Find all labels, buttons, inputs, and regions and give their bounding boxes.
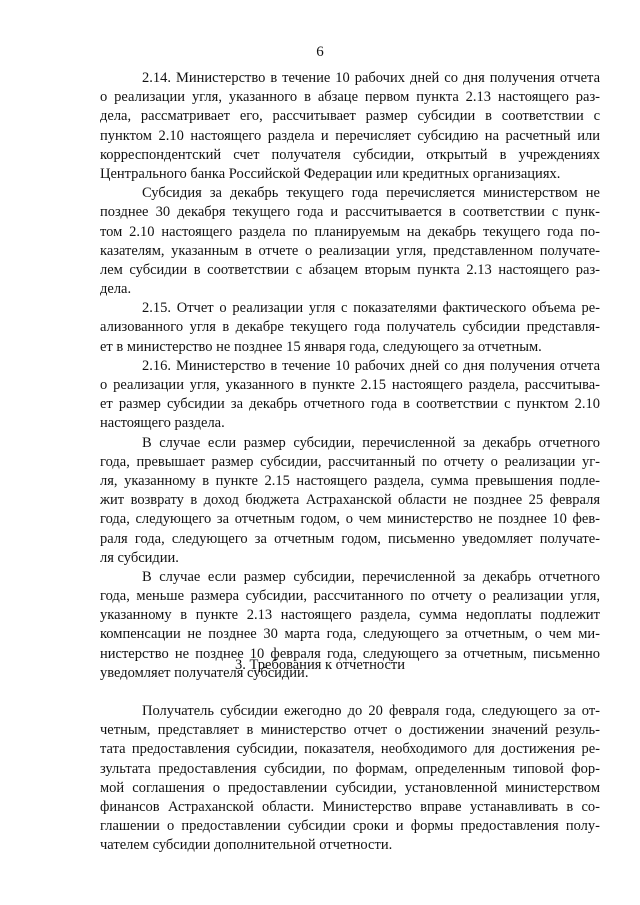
text-line: В случае если размер субсидии, перечисленной за декабрь отчетного <box>142 434 600 451</box>
text-line: года, следующего за отчетным годом, о чем министерство не позднее 10 фев- <box>100 511 600 528</box>
text-line: 2.16. Министерство в течение 10 рабочих дней со дня получения отчета <box>142 357 600 374</box>
text-line: 2.14. Министерство в течение 10 рабочих дней со дня получения отчета <box>142 70 600 86</box>
text-line: ет в министерство не позднее 15 января года, следующего за отчетным. <box>100 338 542 355</box>
text-line: зультата предоставления субсидии, по формам, определенным типовой фор- <box>100 760 600 777</box>
text-line: четным, представляет в министерство отчет о достижении значений резуль- <box>100 722 600 739</box>
text-line: глашении о предоставлении субсидии сроки и формы предоставления полу- <box>100 818 600 835</box>
text-line: позднее 30 декабря текущего года и рассчитывается в соответствии с пунк- <box>100 204 600 221</box>
section-text-block <box>100 702 600 856</box>
text-line: о реализации угля, указанного в абзаце первом пункта 2.13 настоящего раз- <box>100 89 600 106</box>
text-line: уведомляет получателя субсидии. <box>100 664 309 681</box>
text-line: о реализации угля, указанного в пункте 2.15 настоящего раздела, рассчитыва- <box>100 377 600 393</box>
text-line: чателем субсидии дополнительной отчетности. <box>100 837 393 854</box>
text-line: года, превышает размер субсидии, рассчитанный по отчету о реализации уг- <box>100 453 600 470</box>
text-line: дела, рассматривает его, рассчитывает размер субсидии в соответствии с <box>100 108 600 125</box>
page-number: 6 <box>316 44 324 60</box>
text-line: финансов Астраханской области. Министерство вправе устанавливать в со- <box>100 798 600 815</box>
text-line: пунктом 2.10 настоящего раздела и перечисляет субсидию на расчетный или <box>100 127 600 144</box>
text-line: Центрального банка Российской Федерации или кредитных организациях. <box>100 165 561 182</box>
text-line: В случае если размер субсидии, перечисленной за декабрь отчетного <box>142 568 600 585</box>
text-line: тата предоставления субсидии, показателя, необходимого для достижения ре- <box>100 741 600 758</box>
section-heading: 3. Требования к отчетности <box>234 657 406 673</box>
text-line: дела. <box>100 281 132 298</box>
text-line: лем субсидии в соответствии с абзацем вторым пункта 2.13 настоящего раз- <box>100 261 600 278</box>
text-line: том 2.10 настоящего раздела по планируемым на декабрь текущего года по- <box>100 223 600 240</box>
text-line: казателям, указанным в отчете о реализации угля, представленном получате- <box>100 242 600 259</box>
text-line: ля, указанному в пункте 2.15 настоящего раздела, сумма превышения подле- <box>100 472 600 489</box>
text-line: компенсации не позднее 30 марта года, следующего за отчетным, о чем ми- <box>100 626 600 643</box>
text-line: указанному в пункте 2.13 настоящего раздела, сумма недоплаты подлежит <box>100 607 600 624</box>
text-line: Получатель субсидии ежегодно до 20 февраля года, следующего за от- <box>142 703 600 719</box>
text-line: корреспондентский счет получателя субсидии, открытый в учреждениях <box>100 146 600 163</box>
text-line: настоящего раздела. <box>100 415 225 432</box>
text-line: раля года, следующего за отчетным годом, письменно уведомляет получате- <box>100 530 600 547</box>
text-line: ализованного угля в декабре текущего года получатель субсидии представля- <box>100 319 600 336</box>
text-line: нистерство не позднее 10 февраля года, следующего за отчетным, письменно <box>100 645 600 662</box>
text-line: жит возврату в доход бюджета Астраханской области не позднее 25 февраля <box>100 492 600 509</box>
text-line: ет размер субсидии за декабрь отчетного года в соответствии с пунктом 2.10 <box>100 396 600 413</box>
text-line: Субсидия за декабрь текущего года перечисляется министерством не <box>142 185 600 202</box>
main-text-block <box>100 69 600 683</box>
text-line: 2.15. Отчет о реализации угля с показателями фактического объема ре- <box>142 300 600 317</box>
text-line: мой соглашения о предоставлении субсидии, установленной министерством <box>100 779 600 796</box>
text-line: ля субсидии. <box>100 549 179 566</box>
text-line: года, меньше размера субсидии, рассчитанного по отчету о реализации угля, <box>100 588 600 605</box>
